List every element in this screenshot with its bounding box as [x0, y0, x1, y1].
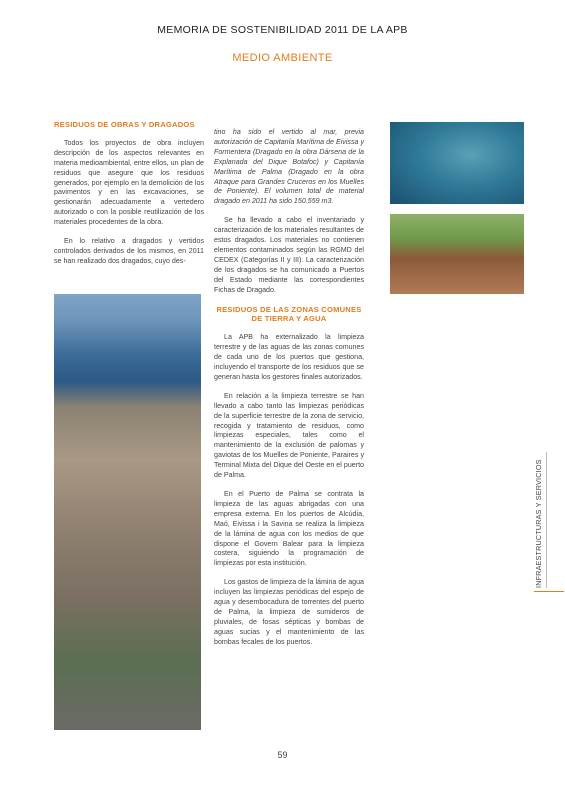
side-divider [546, 452, 547, 588]
document-title: MEMORIA DE SOSTENIBILIDAD 2011 DE LA APB [157, 24, 408, 36]
paragraph-dragados-cont: tino ha sido el vertido al mar, previa autorización de Capitanía Marítima de Eivissa y Formentera (Dragado en la obra Dársena de la Explanada del Dique Botafoc) y Capitanía Marítima de Palma (Dragado en la obra Atraque para Grandes Cruceros en los Muelles de Poniente). El volumen total de material dragado en 2011 ha sido 150.559 m3. [214, 128, 364, 206]
paragraph-dragados-start: En lo relativo a dragados y vertidos controlados derivados de los mismos, en 2011 se han realizado dos dragados, cuyo des- [54, 237, 204, 265]
heading-obras-dragados: RESIDUOS DE OBRAS Y DRAGADOS [54, 120, 195, 129]
paragraph-obras: Todos los proyectos de obra incluyen descripción de los aspectos relevantes en materia medioambiental, entre ellos, un plan de residuos que asegure que los residuos generados, por ejemplo en la demolición de los pavimentos y en las excavaciones, se gestionarán adecuadamente a vertedero autorizado o con la posible reutilización de los materiales procedentes de la obra. [54, 138, 204, 227]
paragraph-limpieza-terrestre: En relación a la limpieza terrestre se han llevado a cabo tanto las limpiezas periódicas de la superficie terrestre de la zona de servicio, recogida y tratamiento de residuos, como limpiezas especiales, tales como el mantenimiento de la exclusión de palomas y gaviotas de los Muelles de Poniente, Paraires y Terminal Mixta del Dique del Oeste en el puerto de Palma. [214, 391, 364, 480]
page-number: 59 [277, 750, 288, 760]
paragraph-limpieza-aguas: En el Puerto de Palma se contrata la limpieza de las aguas abrigadas con una empresa externa. En los puertos de Alcúdia, Maó, Eivissa i la Savina se realiza la limpieza de la lámina de agua con los medios de que dispone el Govern Balear para la limpieza costera, siguiendo la programación de limpiezas por esta institución. [214, 490, 364, 568]
harbour-aerial-photo [54, 294, 201, 730]
middle-column [214, 128, 364, 657]
side-accent-bar [534, 591, 564, 592]
side-section-label: INFRAESTRUCTURAS Y SERVICIOS [534, 459, 543, 588]
olive-trees-photo [390, 214, 524, 294]
left-column [54, 120, 204, 276]
section-title: MEDIO AMBIENTE [232, 52, 333, 64]
sea-water-photo [390, 122, 524, 204]
paragraph-externalizado: La APB ha externalizado la limpieza terrestre y de las aguas de las zonas comunes de cada uno de los puertos que gestiona, incluyendo el transporte de los residuos que se generan hasta los gestores finales autorizados. [214, 333, 364, 381]
paragraph-gastos: Los gastos de limpieza de la lámina de agua incluyen las limpiezas periódicas del espejo de agua y desembocadura de torrentes del puerto de Palma, la limpieza de sumideros de pluviales, de fosas sépticas y bombas de aguas sucias y el mantenimiento de las bombas fecales de los puertos. [214, 578, 364, 646]
heading-zonas-comunes: RESIDUOS DE LAS ZONAS COMUNES DE TIERRA Y AGUA [216, 304, 362, 324]
paragraph-inventariado: Se ha llevado a cabo el inventariado y caracterización de los materiales resultantes de estos dragados. Los materiales no contienen elementos contaminados según las RGMD del CEDEX (Categorías II y III). La caracterización de los dragados se ha comunicado a Puertos del Estado mediante las correspondientes Fichas de Dragado. [214, 216, 364, 294]
